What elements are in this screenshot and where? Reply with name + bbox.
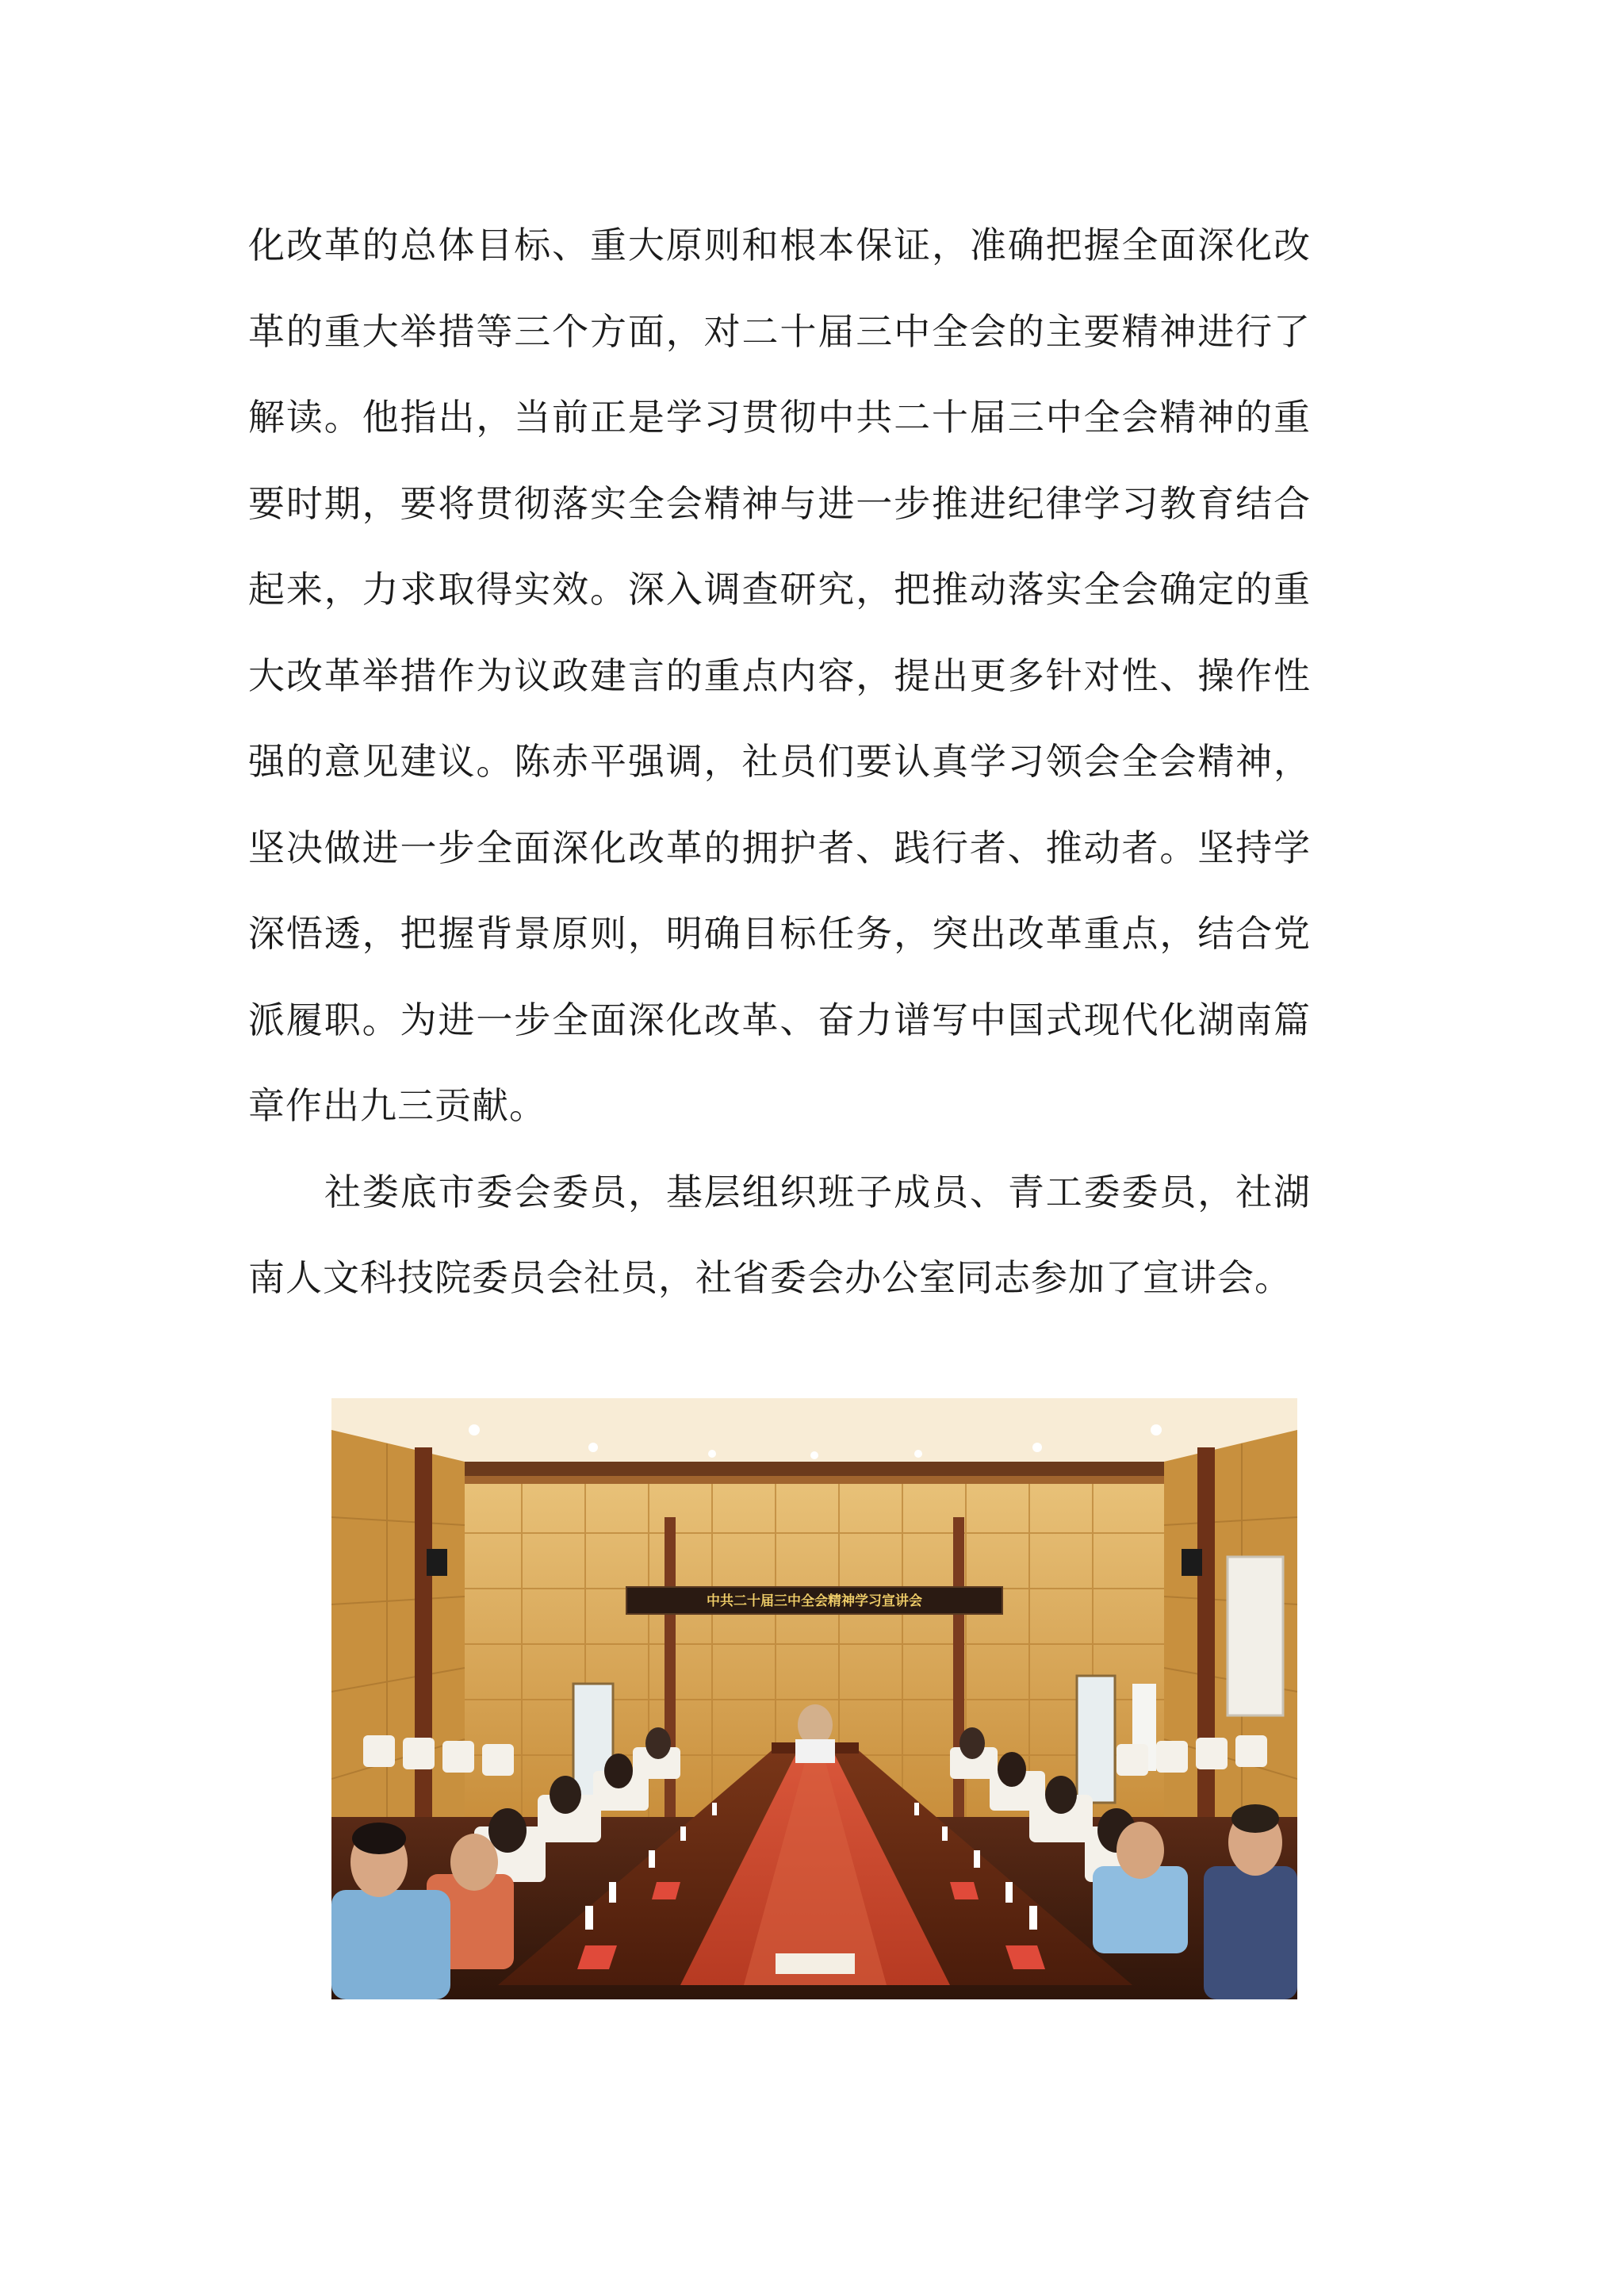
left-wall [331,1430,465,1874]
paragraph-attendees: 社娄底市委会委员，基层组织班子成员、青工委委员，社湖南人文科技院委员会社员，社省委会办公室同志参加了宣讲会。 [248,1170,1311,1299]
article-body [248,202,1311,1321]
speaker-right [1182,1549,1202,1576]
banner-text: 中共二十届三中全会精神学习宣讲会 [707,1593,922,1609]
meeting-photo [331,1398,1297,1999]
meeting-photo-illustration [331,1398,1297,1999]
paragraph-continued: 化改革的总体目标、重大原则和根本保证，准确把握全面深化改革的重大举措等三个方面，对二十届三中全会的主要精神进行了解读。他指出，当前正是学习贯彻中共二十届三中全会精神的重要时期，要将贯彻落实全会精神与进一步推进纪律学习教育结合起来，力求取得实效。深入调查研究，把推动落实全会确定的重大改革举措作为议政建言的重点内容，提出更多针对性、操作性强的意见建议。陈赤平强调，社员们要认真学习领会全会精神，坚决做进一步全面深化改革的拥护者、践行者、推动者。坚持学深悟透，把握背景原则，明确目标任务，突出改革重点，结合党派履职。为进一步全面深化改革、奋力谱写中国式现代化湖南篇章作出九三贡献。 [248,224,1311,1127]
speaker-left [427,1549,447,1576]
